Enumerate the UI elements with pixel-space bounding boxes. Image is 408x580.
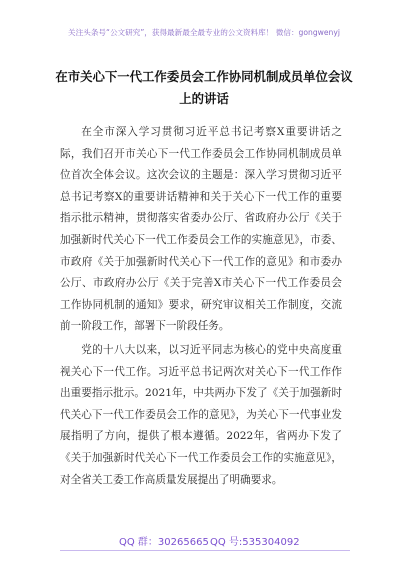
footer-divider [60,550,350,551]
footer-qq-group: QQ 群：30265665 [119,537,209,548]
body-paragraph-2: 党的十八大以来，以习近平同志为核心的党中央高度重视关心下一代工作。习近平总书记两次对关心下一代工作作出重要指示批示。2021年，中共两办下发了《关于加强新时代关心下一代工作委员会工作的意见》，为关心下一代事业发展指明了方向，提供了根本遵循。2022年，省两办下发了《关于加强新时代关心下一代工作委员会工作的实施意见》，对全省关工委工作高质量发展提出了明确要求。 [60,344,342,486]
header-notice: 关注头条号“公文研究”，获得最新最全最专业的公文资料库！ 微信：gongwenyj [68,28,340,37]
document-title: 在市关心下一代工作委员会工作协同机制成员单位会议上的讲话 [55,69,353,106]
footer-qq-number: QQ 号:535304092 [210,537,300,548]
body-paragraph-1: 在全市深入学习贯彻习近平总书记考察X重要讲话之际，我们召开市关心下一代工作委员会工作协同机制成员单位首次全体会议。这次会议的主题是：深入学习贯彻习近平总书记考察X的重要讲话精神和关于关心下一代工作的重要指示批示精神，贯彻落实省委办公厅、省政府办公厅《关于加强新时代关心下一代工作委员会工作的实施意见》，市委、市政府《关于加强新时代关心下一代工作的意见》和市委办公厅、市政府办公厅《关于完善X市关心下一代工作委员会工作协同机制的通知》要求，研究审议相关工作制度，交流前一阶段工作，部署下一阶段任务。 [60,126,342,333]
